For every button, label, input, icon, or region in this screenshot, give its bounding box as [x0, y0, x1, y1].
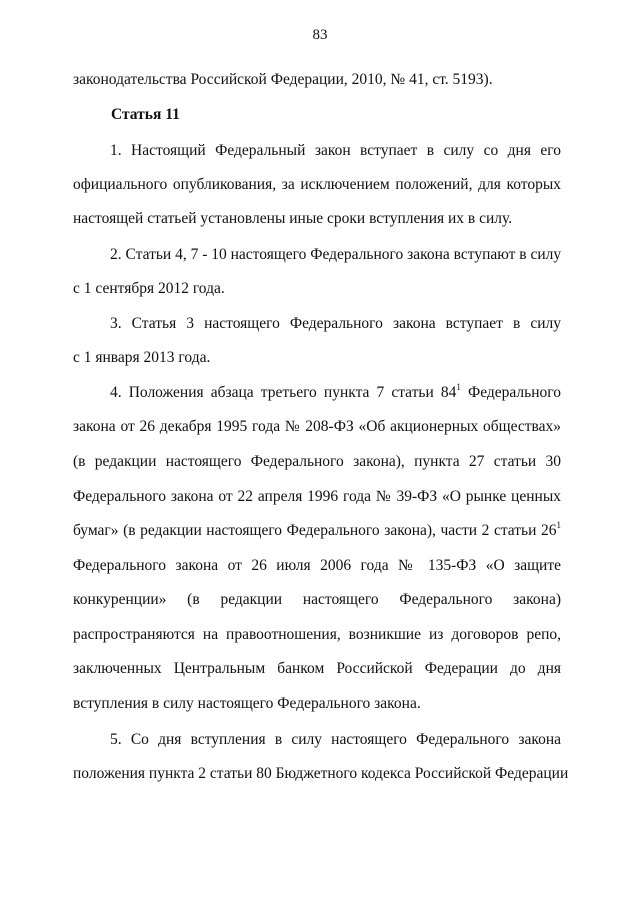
paragraph-2-line: с 1 сентября 2012 года. [73, 280, 225, 297]
paragraph-4-line [110, 383, 561, 403]
superscript: 1 [556, 520, 561, 530]
text-span: Федерального [460, 384, 562, 401]
paragraph-4-line: Федерального закона от 26 июля 2006 года № 135-ФЗ «О защите [73, 557, 561, 574]
paragraph-5-line: положения пункта 2 статьи 80 Бюджетного кодекса Российской Федерации [73, 765, 569, 782]
paragraph-4-line: распространяются на правоотношения, возникшие из договоров репо, [73, 626, 561, 643]
paragraph-4-line: Федерального закона от 22 апреля 1996 года № 39-ФЗ «О рынке ценных [73, 488, 561, 505]
article-heading: Статья 11 [111, 106, 180, 123]
paragraph-3-line: с 1 января 2013 года. [73, 349, 211, 366]
paragraph-4-line: конкуренции» (в редакции настоящего Федерального закона) [73, 591, 561, 608]
paragraph-3-line: 3. Статья 3 настоящего Федерального закона вступает в силу [110, 315, 561, 332]
paragraph-5-line: 5. Со дня вступления в силу настоящего Федерального закона [110, 731, 561, 748]
text-span: 4. Положения абзаца третьего пункта 7 статьи 84 [110, 384, 457, 401]
paragraph-4-line: вступления в силу настоящего Федерального закона. [73, 695, 421, 712]
paragraph-1-line: официального опубликования, за исключением положений, для которых [73, 176, 561, 193]
paragraph-2-line: 2. Статьи 4, 7 - 10 настоящего Федерального закона вступают в силу [110, 246, 562, 263]
page-number: 83 [312, 27, 328, 43]
paragraph-4-line: заключенных Центральным банком Российской Федерации до дня [73, 660, 561, 677]
paragraph-4-line: (в редакции настоящего Федерального закона), пункта 27 статьи 30 [73, 453, 561, 470]
paragraph-4-line [73, 521, 561, 541]
superscript: 1 [456, 382, 461, 392]
text-span: бумаг» (в редакции настоящего Федерального закона), части 2 статьи 26 [73, 522, 557, 539]
text-line: законодательства Российской Федерации, 2010, № 41, ст. 5193). [73, 71, 493, 88]
paragraph-4-line: закона от 26 декабря 1995 года № 208-ФЗ «Об акционерных обществах» [73, 418, 561, 435]
paragraph-1-line: настоящей статьей установлены иные сроки вступления их в силу. [73, 210, 513, 227]
paragraph-1-line: 1. Настоящий Федеральный закон вступает в силу со дня его [110, 142, 561, 159]
